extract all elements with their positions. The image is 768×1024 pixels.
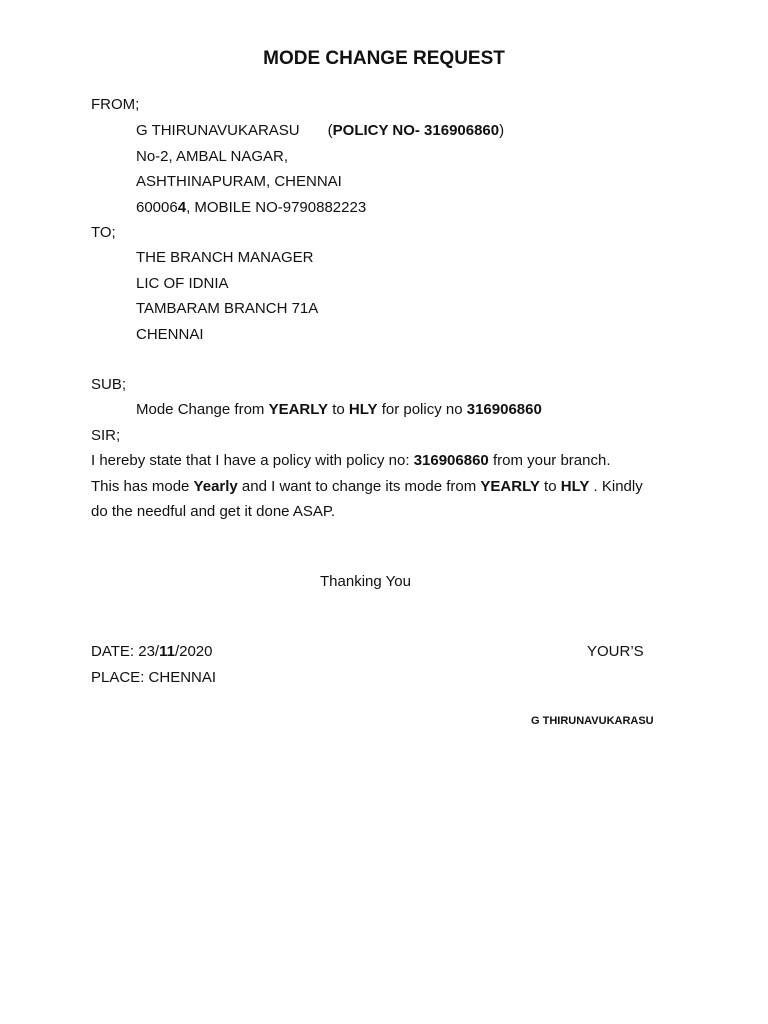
pin-code: 60006 — [136, 199, 178, 216]
body-policy-number: 316906860 — [413, 452, 489, 469]
body-to-mode: HLY — [560, 478, 590, 495]
recipient-line-4: CHENNAI — [136, 326, 204, 343]
recipient-line-3: TAMBARAM BRANCH 71A — [136, 300, 319, 317]
subject-line — [136, 401, 542, 419]
signature-name: G THIRUNAVUKARASU — [531, 715, 654, 727]
body-line-1 — [91, 452, 611, 470]
subject-text-1: Mode Change from — [136, 401, 269, 418]
recipient-line-2: LIC OF IDNIA — [136, 275, 229, 292]
sender-name-line — [136, 122, 504, 140]
body-text: This has mode — [91, 478, 194, 495]
mobile-number: , MOBILE NO-9790882223 — [186, 199, 367, 216]
from-label: FROM; — [91, 96, 140, 113]
sender-pin-mobile — [136, 199, 366, 217]
pin-code-last-digit: 4 — [177, 199, 187, 216]
body-text: from your branch. — [488, 452, 611, 469]
date-year: /2020 — [174, 643, 213, 660]
body-current-mode: Yearly — [193, 478, 238, 495]
subject-text-2: to — [328, 401, 349, 418]
body-text: . Kindly — [589, 478, 643, 495]
closing: Thanking You — [320, 573, 411, 590]
sender-address-1: No-2, AMBAL NAGAR, — [136, 148, 288, 165]
subject-text-3: for policy no — [377, 401, 467, 418]
salutation: SIR; — [91, 427, 121, 444]
subject-label: SUB; — [91, 376, 127, 393]
date-month: 11 — [159, 643, 175, 660]
page-title: MODE CHANGE REQUEST — [263, 48, 505, 69]
sender-name: G THIRUNAVUKARASU — [136, 122, 300, 139]
body-line-3: do the needful and get it done ASAP. — [91, 503, 336, 520]
recipient-line-1: THE BRANCH MANAGER — [136, 249, 314, 266]
place: PLACE: CHENNAI — [91, 669, 217, 686]
body-text: and I want to change its mode from — [237, 478, 481, 495]
policy-close: ) — [499, 122, 505, 139]
subject-policy-number: 316906860 — [466, 401, 542, 418]
to-label: TO; — [91, 224, 116, 241]
policy-number: POLICY NO- 316906860 — [332, 122, 500, 139]
yours: YOUR’S — [587, 643, 644, 660]
subject-to-mode: HLY — [348, 401, 378, 418]
sender-address-2: ASHTHINAPURAM, CHENNAI — [136, 173, 342, 190]
subject-from-mode: YEARLY — [268, 401, 329, 418]
date-label: DATE: 23/ — [91, 643, 160, 660]
body-line-2 — [91, 478, 643, 496]
body-from-mode: YEARLY — [480, 478, 540, 495]
body-text: I hereby state that I have a policy with policy no: — [91, 452, 414, 469]
date — [91, 643, 213, 661]
policy-open: ( — [327, 122, 333, 139]
body-text: to — [539, 478, 561, 495]
